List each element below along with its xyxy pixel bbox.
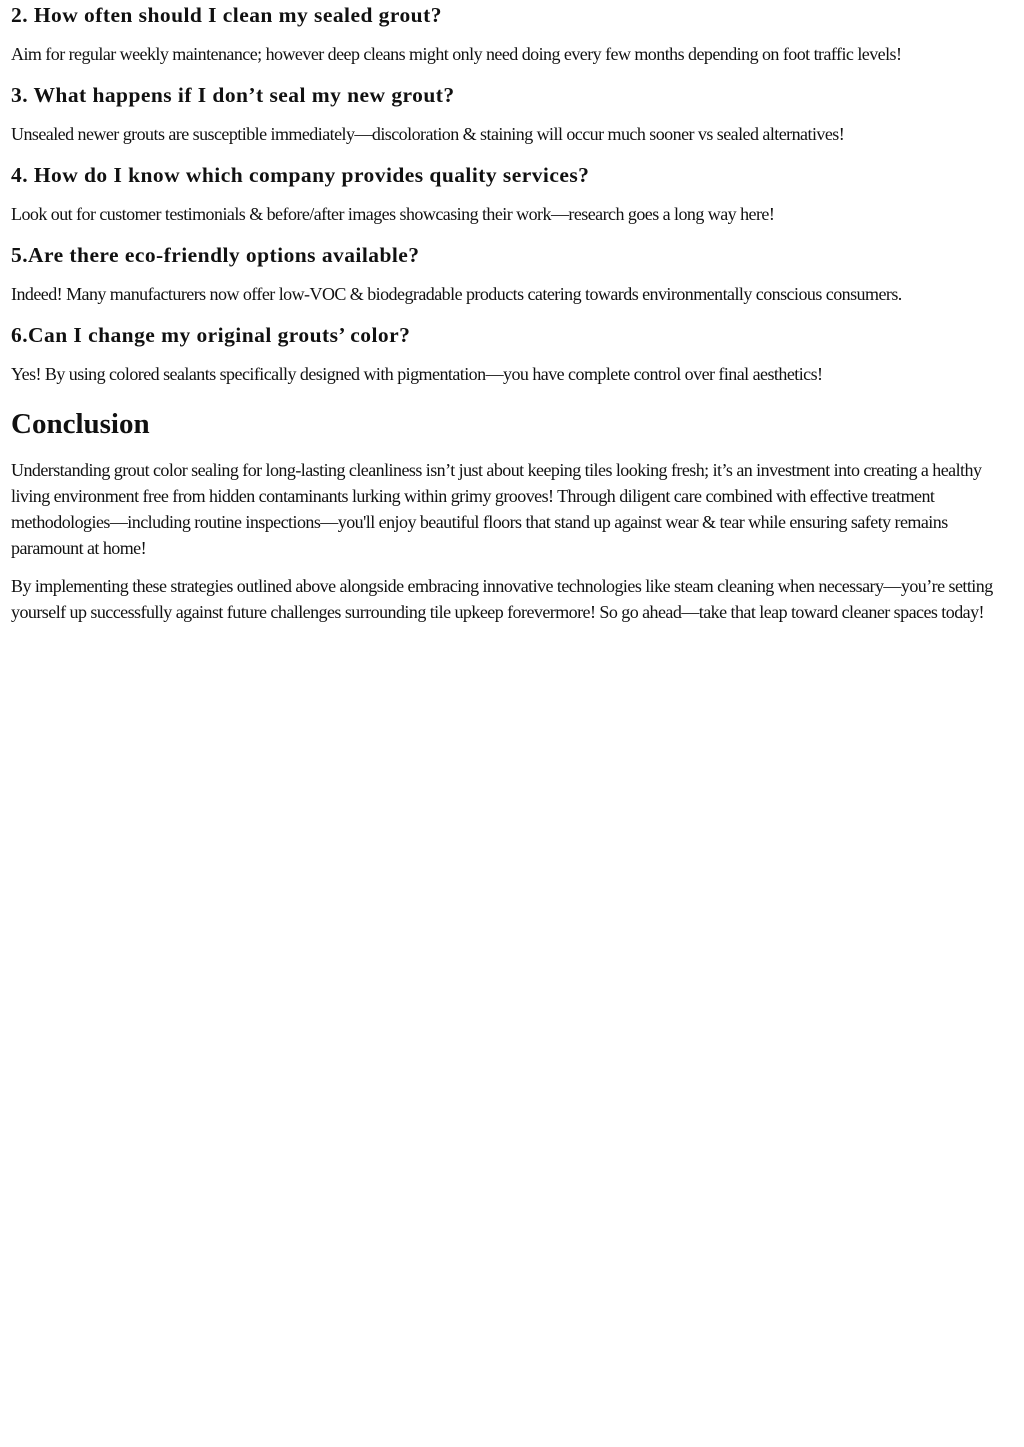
faq-question: 2. How often should I clean my sealed grout? [11, 3, 442, 27]
conclusion-paragraph: By implementing these strategies outlined above alongside embracing innovative technologies like steam cleaning when necessary—you’re setting yourself up successfully against future challenges surrounding tile upkeep forevermore! So go ahead—take that leap toward cleaner spaces today! [11, 576, 993, 622]
faq-question: 3. What happens if I don’t seal my new grout? [11, 83, 455, 107]
faq-answer: Aim for regular weekly maintenance; however deep cleans might only need doing every few months depending on foot traffic levels! [11, 44, 902, 64]
conclusion-paragraph: Understanding grout color sealing for long-lasting cleanliness isn’t just about keeping tiles looking fresh; it’s an investment into creating a healthy living environment free from hidden contaminants lurking within grimy grooves! Through diligent care combined with effective treatment methodologies—including routine inspections—you'll enjoy beautiful floors that stand up against wear & tear while ensuring safety remains paramount at home! [11, 460, 982, 558]
document-page [0, 1, 1024, 625]
faq-item [11, 1, 1010, 67]
faq-answer: Indeed! Many manufacturers now offer low-VOC & biodegradable products catering towards environmentally conscious consumers. [11, 284, 902, 304]
faq-question: 6.Can I change my original grouts’ color? [11, 323, 411, 347]
faq-question: 5.Are there eco-friendly options available? [11, 243, 420, 267]
conclusion-section [11, 406, 1010, 625]
faq-item [11, 81, 1010, 147]
faq-item [11, 321, 1010, 387]
faq-answer: Yes! By using colored sealants specifically designed with pigmentation—you have complete control over final aesthetics! [11, 364, 823, 384]
faq-answer: Unsealed newer grouts are susceptible immediately—discoloration & staining will occur much sooner vs sealed alternatives! [11, 124, 845, 144]
faq-item [11, 161, 1010, 227]
faq-question: 4. How do I know which company provides quality services? [11, 163, 590, 187]
faq-item [11, 241, 1010, 307]
faq-answer: Look out for customer testimonials & before/after images showcasing their work—research goes a long way here! [11, 204, 775, 224]
conclusion-heading: Conclusion [11, 408, 150, 440]
